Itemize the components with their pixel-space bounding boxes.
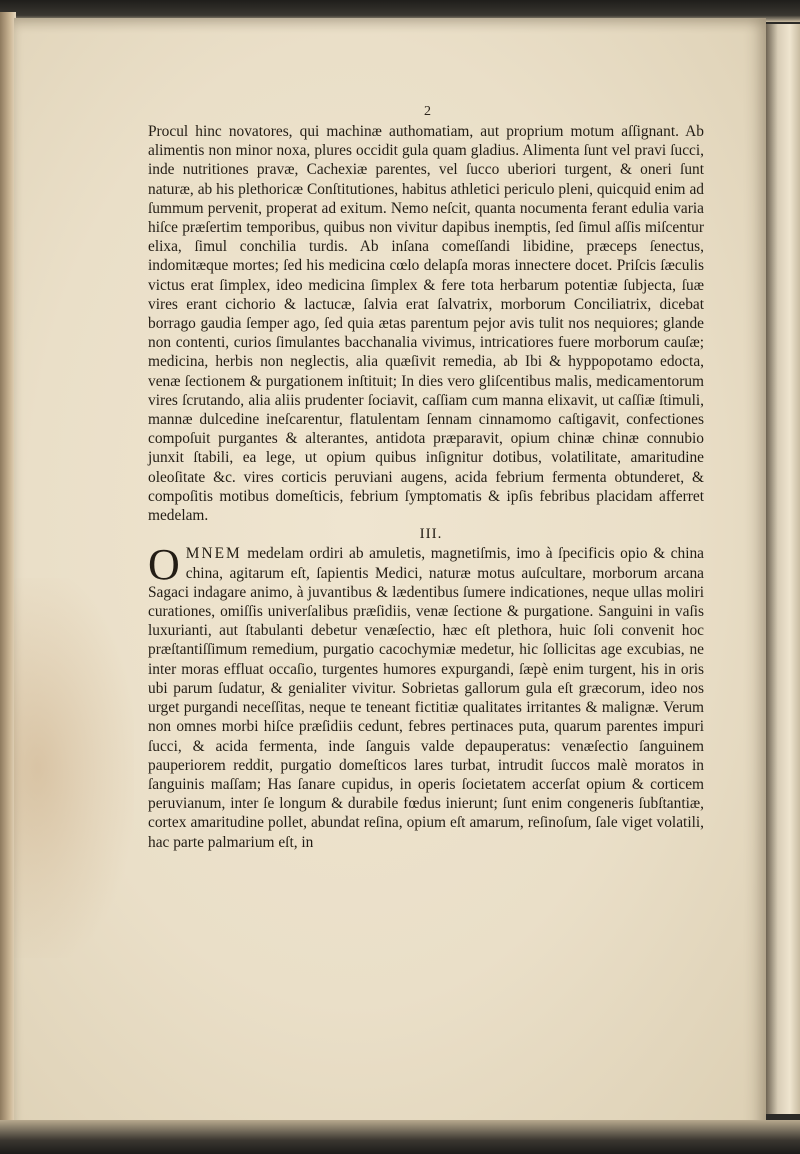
section-number: III.	[419, 526, 443, 543]
page-stain	[14, 578, 134, 958]
paragraph-2	[148, 540, 704, 851]
book-fore-edge	[766, 24, 800, 1114]
book-bottom-edge	[0, 1120, 800, 1154]
drop-cap: O	[148, 540, 180, 590]
page-number: 2	[424, 104, 431, 119]
paragraph-2-text: medelam ordiri ab amuletis, magnetiſmis, imo à ſpecificis opio & china china, agitarum eſt, ſapientis Medici, naturæ motus auſcultare, morborum arcana Sagaci indagare animo, à juvantibus & lædentibus ſumere indicationes, neque ullas moliri curationes, omiſſis univerſalibus præſidiis, venæ ſectione & purgatione. Sanguini in vaſis luxurianti, aut ſtabulanti debetur venæſectio, hæc eſt plethora, huic ſoli convenit hoc præſtantiſſimum remedium, purgatio cacochymiæ medetur, hic ſollicitas age excubias, ne inter moras effluat occaſio, turgentes humores expurgandi, ſæpè enim turgent, his in oris ubi parum ſudatur, & genialiter vivitur. Sobrietas gallorum gula eſt græcorum, ideo nos urget purgandi neceſſitas, neque te teneant fictitiæ qualitates irritantes & malignæ. Verum non omnes morbi hiſce præſidiis cedunt, febres pertinaces puta, quarum parentes impuri ſucci, & acida fermenta, inde ſanguis valde depauperatus: venæſectio ſanguinem pauperiorem reddit, purgatio domeſticos lares turbat, intrudit ſuccos malè moratos in ſanguinis maſſam; Has ſanare cupidus, in operis ſocietatem accerſat opium & corticem peruvianum, inter ſe longum & durabile fœdus inierunt; ſunt enim congeneris ſubſtantiæ, cortex amaritudine pollet, abundat reſina, opium eſt amarum, reſinoſum, ſale viget volatili, hac parte palmarium eſt, in	[148, 545, 704, 851]
first-word: MNEM	[185, 545, 242, 563]
text-block	[148, 100, 704, 852]
paragraph-1: Procul hinc novatores, qui machinæ authomatiam, aut proprium motum aſſignant. Ab alimentis non minor noxa, plures occidit gula quam gladius. Alimenta ſunt vel pravi ſucci, inde nutritiones pravæ, Cachexiæ parentes, vel ſucco uberiori turgent, & oneri ſunt naturæ, ab his plethoricæ Conſtitutiones, habitus athletici periculo pleni, quicquid enim ad ſummum pervenit, properat ad exitum. Nemo neſcit, quanta nocumenta ferant edulia varia hiſce præſertim temporibus, quibus non vivitur dapibus inemptis, ſed ſimul aſſis miſcentur elixa, ſimul conchilia turdis. Ab inſana comeſſandi libidine, præceps ſenectus, indomitæque mortes; ſed his medicina cœlo delapſa moras innectere docet. Priſcis ſæculis victus erat ſimplex, ideo medicina ſimplex & fere tota herbarum potentiæ ſubjecta, ſuæ vires erant cichorio & lactucæ, ſalvia erat ſalvatrix, morborum Conciliatrix, dicebat borrago gaudia ſemper ago, ſed quia ætas parentum pejor avis tulit nos nequiores; glande non contenti, curios ſimulantes bacchanalia vivimus, intricatiores fuere morborum cauſæ; medicina, herbis non neglectis, alia quæſivit remedia, ab Ibi & hyppopotamo edocta, venæ ſectionem & purgationem inſtituit; In dies vero gliſcentibus malis, medicamentorum vires ſcrutando, alia aliis prudenter ſociavit, caſſiam cum manna elixavit, ut caſſiæ ſtimuli, mannæ dulcedine ineſcarentur, flatulentam ſennam cinnamomo caſtigavit, confectiones compoſuit purgantes & alterantes, antidota præparavit, opium chinæ chinæ connubio junxit ſtabili, ea lege, ut opium quibus inſignitur dotibus, volatilitate, amaritudine oleoſitate &c. vires corticis peruviani augens, acida febrium fermenta obtunderet, & compoſitis motibus domeſticis, febrium ſymptomatis & ipſis febribus placidam afferret medelam.	[148, 123, 704, 525]
